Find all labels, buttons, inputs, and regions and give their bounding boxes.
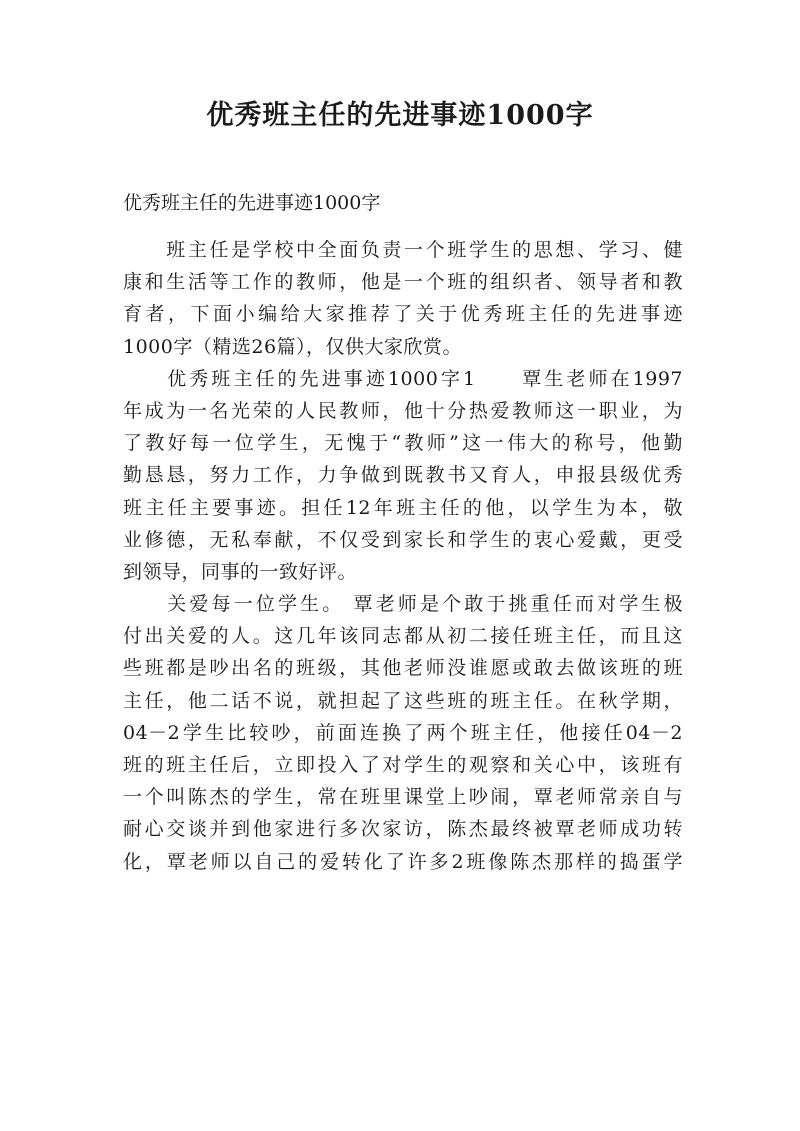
body-line: 育者，下面小编给大家推荐了关于优秀班主任的先进事迹 (123, 303, 683, 326)
body-line: 了教好每一位学生，无愧于“教师”这一伟大的称号，他勤 (123, 432, 683, 455)
document-title: 优秀班主任的先进事迹1000字 (206, 100, 594, 131)
body-line: 班的班主任后，立即投入了对学生的观察和关心中，该班有 (123, 754, 683, 776)
document-subtitle: 优秀班主任的先进事迹1000字 (123, 192, 381, 214)
body-line: 康和生活等工作的教师，他是一个班的组织者、领导者和教 (123, 271, 683, 294)
document-body (123, 234, 683, 878)
body-line: 1000字（精选26篇），仅供大家欣赏。 (123, 335, 463, 358)
body-line: 04－2学生比较吵，前面连换了两个班主任，他接任04－2 (123, 721, 683, 744)
body-line: 化，覃老师以自己的爱转化了许多2班像陈杰那样的捣蛋学 (123, 850, 683, 873)
body-line: 一个叫陈杰的学生，常在班里课堂上吵闹，覃老师常亲自与 (123, 786, 683, 809)
body-line: 班主任是学校中全面负责一个班学生的思想、学习、健 (123, 239, 683, 261)
body-line: 勤恳恳，努力工作，力争做到既教书又育人，申报县级优秀 (123, 464, 683, 487)
body-line: 付出关爱的人。这几年该同志都从初二接任班主任，而且这 (123, 625, 683, 648)
body-line: 关爱每一位学生。 覃老师是个敢于挑重任而对学生极 (123, 593, 683, 616)
body-line: 优秀班主任的先进事迹1000字1 覃生老师在1997 (123, 367, 683, 390)
body-line: 业修德，无私奉献，不仅受到家长和学生的衷心爱戴，更受 (123, 528, 683, 551)
body-line: 班主任主要事迹。担任12年班主任的他，以学生为本，敬 (123, 496, 683, 519)
body-line: 些班都是吵出名的班级，其他老师没谁愿或敢去做该班的班 (123, 657, 683, 680)
body-line: 到领导，同事的一致好评。 (123, 560, 358, 583)
body-line: 主任，他二话不说，就担起了这些班的班主任。在秋学期， (123, 689, 683, 712)
body-line: 年成为一名光荣的人民教师，他十分热爱教师这一职业，为 (123, 399, 683, 422)
body-line: 耐心交谈并到他家进行多次家访，陈杰最终被覃老师成功转 (123, 818, 683, 841)
